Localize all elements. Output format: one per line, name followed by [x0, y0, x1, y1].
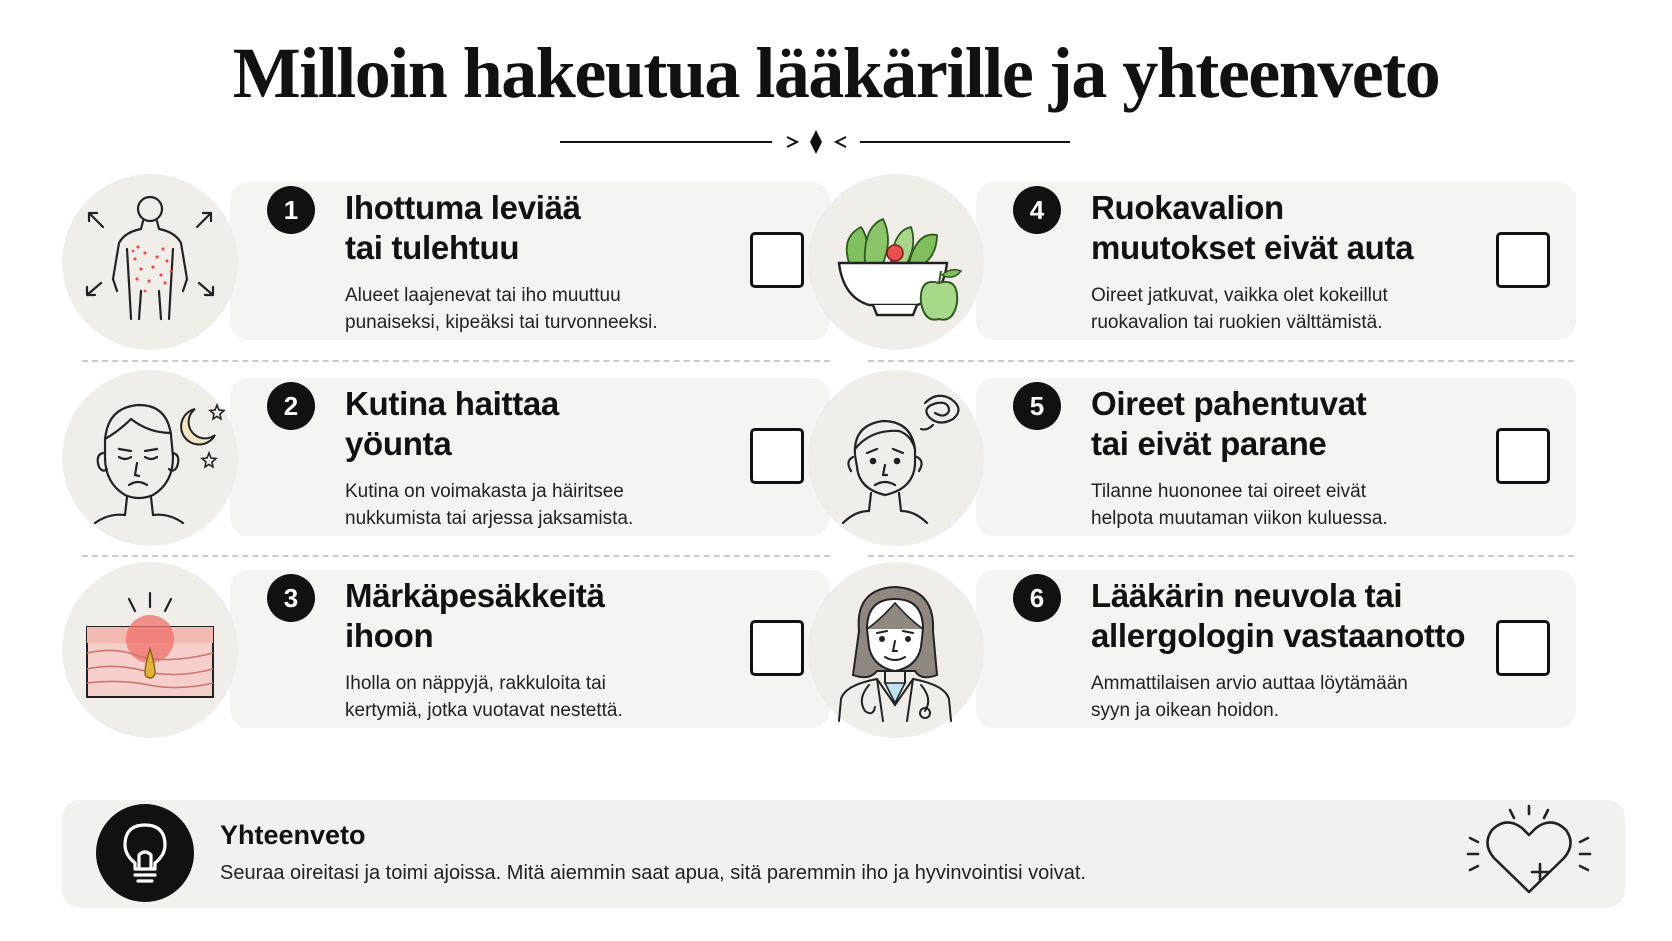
card-description: Alueet laajenevat tai iho muuttuu punaiseksi, kipeäksi tai turvonneeksi.	[345, 285, 658, 333]
card-description: Kutina on voimakasta ja häiritsee nukkumista tai arjessa jaksamista.	[345, 481, 634, 529]
row-separator	[868, 555, 1574, 557]
row-separator	[82, 555, 830, 557]
step-number-badge: 5	[1013, 382, 1061, 430]
row-separator	[868, 360, 1574, 362]
heart-plus-icon	[1464, 804, 1594, 904]
summary-text: Seuraa oireitasi ja toimi ajoissa. Mitä aiemmin saat apua, sitä paremmin iho ja hyvinvointisi voivat.	[220, 862, 1086, 884]
card-title: Ruokavalion muutokset eivät auta	[1091, 189, 1414, 266]
card-title: Märkäpesäkkeitä ihoon	[345, 577, 605, 654]
checklist-card-3	[62, 560, 832, 728]
summary-title: Yhteenveto	[220, 820, 366, 850]
checkbox-3[interactable]	[750, 620, 804, 676]
summary-panel	[62, 800, 1625, 908]
checklist-card-1	[62, 172, 832, 340]
checklist-card-5	[808, 368, 1578, 536]
doctor-icon	[821, 575, 971, 725]
title-divider	[560, 128, 1110, 158]
checklist-card-6	[808, 560, 1578, 728]
body-rash-icon	[75, 187, 225, 337]
card-description: Tilanne huononee tai oireet eivät helpota muutaman viikon kuluessa.	[1091, 481, 1388, 529]
page-title: Milloin hakeutua lääkärille ja yhteenveto	[232, 33, 1440, 113]
lightbulb-icon	[117, 821, 173, 885]
card-title: Kutina haittaa yöunta	[345, 385, 559, 462]
card-title: Oireet pahentuvat tai eivät parane	[1091, 385, 1367, 462]
icon-circle	[62, 174, 238, 350]
step-number-badge: 3	[267, 574, 315, 622]
row-separator	[82, 360, 830, 362]
step-number-badge: 1	[267, 186, 315, 234]
step-number-badge: 2	[267, 382, 315, 430]
checkbox-4[interactable]	[1496, 232, 1550, 288]
icon-circle	[62, 562, 238, 738]
checkbox-1[interactable]	[750, 232, 804, 288]
skin-layer-icon	[75, 575, 225, 725]
checklist-card-2	[62, 368, 832, 536]
icon-circle	[808, 370, 984, 546]
salad-bowl-icon	[821, 187, 971, 337]
card-title: Ihottuma leviää tai tulehtuu	[345, 189, 581, 266]
card-title: Lääkärin neuvola tai allergologin vastaanotto	[1091, 577, 1466, 654]
icon-circle	[808, 562, 984, 738]
icon-circle	[808, 174, 984, 350]
card-description: Oireet jatkuvat, vaikka olet kokeillut ruokavalion tai ruokien välttämistä.	[1091, 285, 1388, 333]
checklist-card-4	[808, 172, 1578, 340]
bulb-circle	[96, 804, 194, 902]
step-number-badge: 6	[1013, 574, 1061, 622]
checkbox-6[interactable]	[1496, 620, 1550, 676]
card-description: Ammattilaisen arvio auttaa löytämään syyn ja oikean hoidon.	[1091, 673, 1408, 721]
tired-face-icon	[75, 383, 225, 533]
checkbox-5[interactable]	[1496, 428, 1550, 484]
checkbox-2[interactable]	[750, 428, 804, 484]
card-description: Iholla on näppyjä, rakkuloita tai kertymiä, jotka vuotavat nestettä.	[345, 673, 623, 721]
icon-circle	[62, 370, 238, 546]
worried-person-icon	[821, 383, 971, 533]
checklist-grid	[62, 172, 1630, 762]
step-number-badge: 4	[1013, 186, 1061, 234]
